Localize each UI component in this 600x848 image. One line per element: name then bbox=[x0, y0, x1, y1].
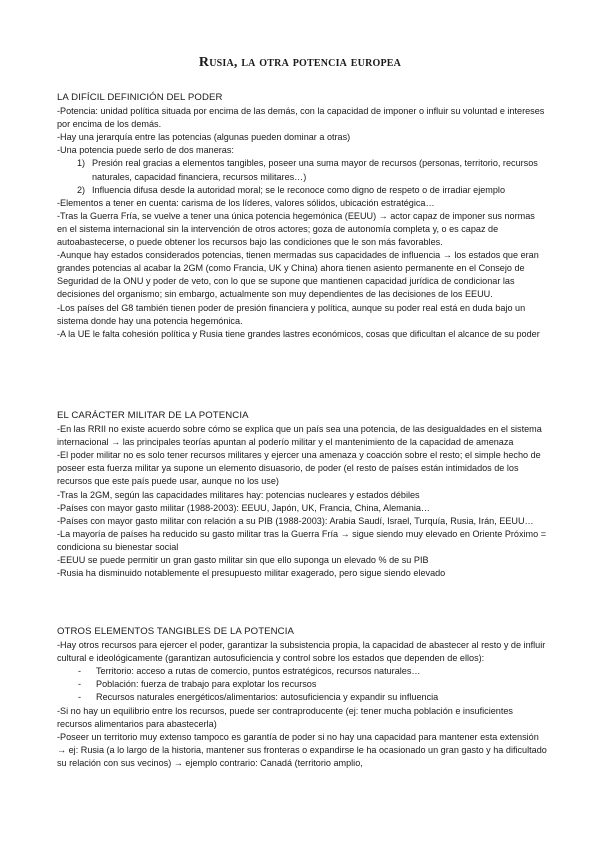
section-power-definition bbox=[57, 91, 547, 341]
paragraph: -Tras la Guerra Fría, se vuelve a tener una única potencia hegemónica (EEUU) → actor capaz de imponer sus normas en el sistema internacional sin la intervención de otros actores; goza de autonomía completa y, o es capaz de autoabastecerse, o puede obtener los recursos bajo las condiciones que le son más favorables. bbox=[57, 210, 535, 248]
section-tangible-elements bbox=[57, 625, 547, 770]
paragraph: -Hay otros recursos para ejercer el poder, garantizar la subsistencia propia, la capacidad de abastecer al resto y de influir cultural e ideológicamente (garantizan autosuficiencia y control sobre los estados que dependen de ellos): bbox=[57, 640, 546, 664]
dash-list bbox=[57, 665, 547, 704]
list-item bbox=[57, 678, 547, 691]
paragraph: -La mayoría de países ha reducido su gasto militar tras la Guerra Fría → sigue siendo muy elevado en Oriente Próximo = condiciona su bienestar social bbox=[57, 528, 547, 552]
list-item-text: Influencia difusa desde la autoridad moral; se le reconoce como digno de respeto o de irradiar ejemplo bbox=[92, 184, 506, 195]
paragraph: -Potencia: unidad política situada por encima de las demás, con la capacidad de imponer o influir su voluntad e intereses por encima de los demás. bbox=[57, 106, 545, 130]
paragraph: -Tras la 2GM, según las capacidades militares hay: potencias nucleares y estados débiles bbox=[57, 489, 420, 500]
paragraph: -Poseer un territorio muy extenso tampoco es garantía de poder si no hay una capacidad para mantener esta extensión → ej: Rusia (a lo largo de la historia, mantener sus fronteras o expandirse le ha ocasionado un gran gasto y ha dificultado su relación con sus vecinos) → ejemplo contrario: Canadá (territorio amplio, bbox=[57, 731, 547, 768]
list-item-text: Recursos naturales energéticos/alimentarios: autosuficiencia y expandir su influencia bbox=[96, 692, 439, 703]
paragraph: -Elementos a tener en cuenta: carisma de los líderes, valores sólidos, ubicación estratégica… bbox=[57, 197, 435, 208]
section-body bbox=[57, 423, 547, 580]
list-marker: - bbox=[78, 692, 82, 703]
list-item-text: Territorio: acceso a rutas de comercio, puntos estratégicos, recursos naturales… bbox=[96, 666, 421, 677]
section-heading: EL CARÁCTER MILITAR DE LA POTENCIA bbox=[57, 410, 249, 421]
section-heading: LA DIFÍCIL DEFINICIÓN DEL PODER bbox=[57, 92, 223, 103]
paragraph: -Países con mayor gasto militar con relación a su PIB (1988-2003): Arabia Saudí, Israel, Turquía, Rusia, Irán, EEUU… bbox=[57, 515, 534, 526]
paragraph: -Si no hay un equilibrio entre los recursos, puede ser contraproducente (ej: tener mucha población e insuficientes recursos alimentarios para abastecerla) bbox=[57, 705, 513, 729]
paragraph: -Los países del G8 también tienen poder de presión financiera y política, aunque su poder real está en duda bajo un sistema donde hay una potencia hegemónica. bbox=[57, 302, 526, 326]
paragraph: -Una potencia puede serlo de dos maneras: bbox=[57, 145, 234, 156]
paragraph: -EEUU se puede permitir un gran gasto militar sin que ello suponga un elevado % de su PIB bbox=[57, 555, 429, 566]
list-item bbox=[57, 157, 547, 183]
section-body bbox=[57, 639, 547, 770]
list-marker: 2) bbox=[77, 184, 86, 195]
list-item bbox=[57, 691, 547, 704]
paragraph: -Aunque hay estados considerados potencias, tienen mermadas sus capacidades de influencia → los estados que eran grandes potencias al acabar la 2GM (como Francia, UK y China) ahora tienen asiento permanente en el Consejo de Seguridad de la ONU y poder de veto, con lo que se supone que mantienen capacidad jurídica de condicionar las decisiones del organismo; sin embargo, actualmente son muy dependientes de las decisiones de los EEUU. bbox=[57, 250, 539, 300]
section-heading: OTROS ELEMENTOS TANGIBLES DE LA POTENCIA bbox=[57, 626, 294, 637]
list-marker: - bbox=[78, 679, 82, 690]
paragraph: -Rusia ha disminuido notablemente el presupuesto militar exagerado, pero sigue siendo elevado bbox=[57, 568, 446, 579]
list-marker: - bbox=[78, 666, 82, 677]
list-marker: 1) bbox=[77, 158, 86, 169]
section-military-character bbox=[57, 409, 547, 580]
paragraph: -En las RRII no existe acuerdo sobre cómo se explica que un país sea una potencia, de las desigualdades en el sistema internacional → las principales teorías apuntan al poderío militar y el mantenimiento de la capacidad de amenaza bbox=[57, 424, 542, 448]
list-item-text: Presión real gracias a elementos tangibles, poseer una suma mayor de recursos (personas, territorio, recursos naturales, capacidad financiera, recursos militares…) bbox=[92, 158, 538, 182]
list-item-text: Población: fuerza de trabajo para explotar los recursos bbox=[96, 679, 317, 690]
paragraph: -Países con mayor gasto militar (1988-2003): EEUU, Japón, UK, Francia, China, Alemania… bbox=[57, 502, 431, 513]
numbered-list bbox=[57, 157, 547, 196]
document-title: Rusia, la otra potencia europea bbox=[198, 55, 402, 70]
paragraph: -Hay una jerarquía entre las potencias (algunas pueden dominar a otras) bbox=[57, 132, 351, 143]
paragraph: -A la UE le falta cohesión política y Rusia tiene grandes lastres económicos, cosas que dificultan el alcance de su poder bbox=[57, 328, 540, 339]
list-item bbox=[57, 665, 547, 678]
section-body bbox=[57, 105, 547, 341]
list-item bbox=[57, 184, 547, 197]
paragraph: -El poder militar no es solo tener recursos militares y ejercer una amenaza y coacción sobre el resto; el simple hecho de poseer esta fuerza militar ya supone un elemento disuasorio, de poder (el resto de países están intimidados de los recursos que este país puede usar, aunque no los use) bbox=[57, 450, 541, 487]
